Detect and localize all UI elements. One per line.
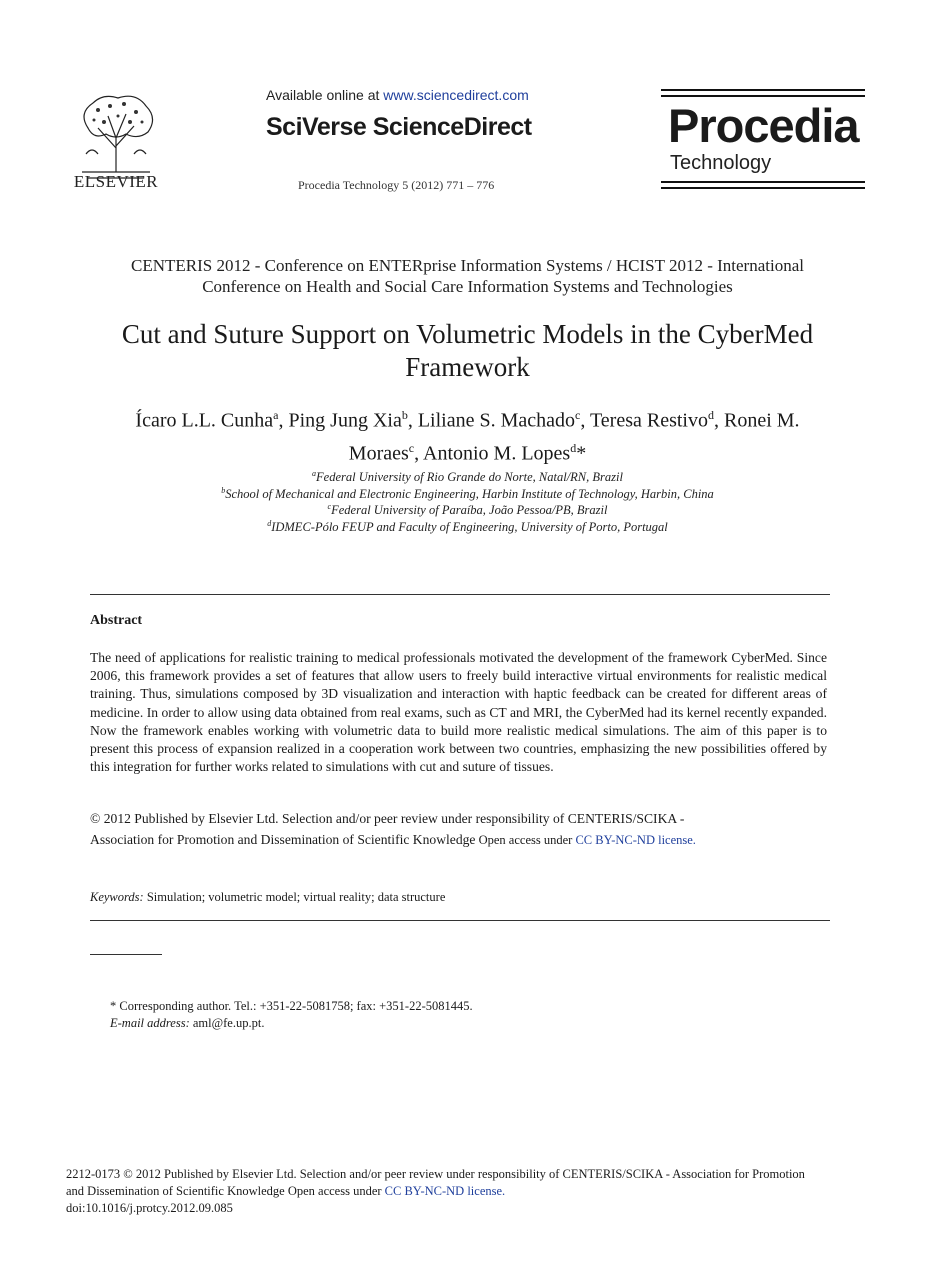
procedia-subtitle: Technology [670,152,772,174]
author-affiliation-mark: d [708,408,714,422]
author-name: Ronei M. [724,409,800,432]
sciencedirect-link[interactable]: www.sciencedirect.com [383,87,529,103]
conference-line: Conference on Health and Social Care Information Systems and Technologies [202,277,733,296]
copyright-line: © 2012 Published by Elsevier Ltd. Selection and/or peer review under responsibility of CENTERIS/SCIKA - [90,811,685,826]
author-list: Ícaro L.L. Cunha$^a$, Ping Jung Xia$^b$, Liliane S. Machado$^c$, Teresa Restivo$^d$, Ronei M. Moraes$^c$, Antonio M. Lopes$^d$* [135,408,800,465]
author-name: Ícaro L.L. Cunha [135,409,274,432]
corresponding-author-mark: * [576,442,587,465]
open-access-label: Open access under [287,1184,385,1198]
affiliation: $^a$Federal University of Rio Grande do Norte, Natal/RN, Brazil [312,469,623,485]
keywords [90,890,445,905]
issn-copyright [66,1166,866,1217]
author-affiliation-mark: d [570,440,577,455]
procedia-rule-bottom [661,181,865,183]
conference-line: CENTERIS 2012 - Conference on ENTERprise Information Systems / HCIST 2012 - International [131,256,804,275]
procedia-rule-top [661,89,865,91]
procedia-rule-bottom-2 [661,187,865,189]
keywords-label: Keywords: [90,890,144,904]
keywords-text: Simulation; volumetric model; virtual reality; data structure [143,890,446,904]
license-link[interactable]: CC BY-NC-ND license. [575,833,696,847]
issn-line: and Dissemination of Scientific Knowledge [66,1184,288,1198]
doi[interactable]: doi:10.1016/j.protcy.2012.09.085 [66,1201,233,1215]
license-link[interactable]: CC BY-NC-ND license. [384,1184,506,1198]
open-access-label: Open access under [475,833,576,847]
elsevier-wordmark: ELSEVIER [73,172,159,191]
title-line: Cut and Suture Support on Volumetric Models in the CyberMed [121,319,814,349]
abstract-body: The need of applications for realistic training to medical professionals motivated the development of the framework CyberMed. Since 2006, this framework provides a set of features that allow users to freely build interactive virtual environments for realistic medical training. Thus, simulations composed by 3D visualization and interaction with haptic feedback can be created for different areas of medicine. In order to allow using data obtained from real exams, such as CT and MRI, the CyberMed had its kernel recently expanded. Now the framework enables working with volumetric data to build more realistic medical simulations. The aim of this paper is to present this process of expansion realized in a cooperation work between two countries, emphasizing the new possibilities offered by this integration for further works related to simulations with cut and suture of tissues. [90,650,827,775]
email-address[interactable]: aml@fe.up.pt. [189,1015,265,1030]
affiliation: $^b$School of Mechanical and Electronic Engineering, Harbin Institute of Technology, Harbin, China [221,486,714,502]
abstract-bottom-rule [90,920,830,921]
copyright-notice [90,808,830,851]
available-online [266,87,529,103]
author-affiliation-mark: c [575,408,581,422]
author-name: Antonio M. Lopes [423,442,571,465]
sciverse-logo: SciVerse ScienceDirect [266,113,532,141]
author-name: Ping Jung Xia [288,409,402,432]
footnote [110,998,473,1031]
author-affiliation-mark: c [408,440,415,455]
journal-citation: Procedia Technology 5 (2012) 771 – 776 [298,178,495,192]
issn-line: 2212-0173 © 2012 Published by Elsevier Ltd. Selection and/or peer review under responsibility of CENTERIS/SCIKA - Association for Promotion [66,1167,805,1181]
corresponding-author: * Corresponding author. Tel.: +351-22-5081758; fax: +351-22-5081445. [110,999,473,1013]
author-name: Moraes [348,442,409,465]
available-prefix: Available online at [266,87,384,103]
abstract-top-rule [90,594,830,595]
abstract-heading: Abstract [90,613,143,628]
author-affiliation-mark: b [401,408,408,422]
paper-title [0,318,935,384]
conference-name [0,255,935,297]
procedia-rule-top-2 [661,95,865,97]
procedia-logo: Procedia [668,99,859,152]
author-name: Liliane S. Machado [417,409,576,432]
author-name: Teresa Restivo [589,409,708,432]
email-label: E-mail address: [110,1015,190,1030]
footnote-rule [90,954,162,955]
author-affiliation-mark: a [273,408,279,422]
copyright-line: Association for Promotion and Dissemination of Scientific Knowledge [90,832,476,847]
affiliation: $^d$IDMEC-Pólo FEUP and Faculty of Engineering, University of Porto, Portugal [267,519,668,535]
affiliation: $^c$Federal University of Paraíba, João Pessoa/PB, Brazil [327,502,608,518]
title-line: Framework [405,352,530,382]
